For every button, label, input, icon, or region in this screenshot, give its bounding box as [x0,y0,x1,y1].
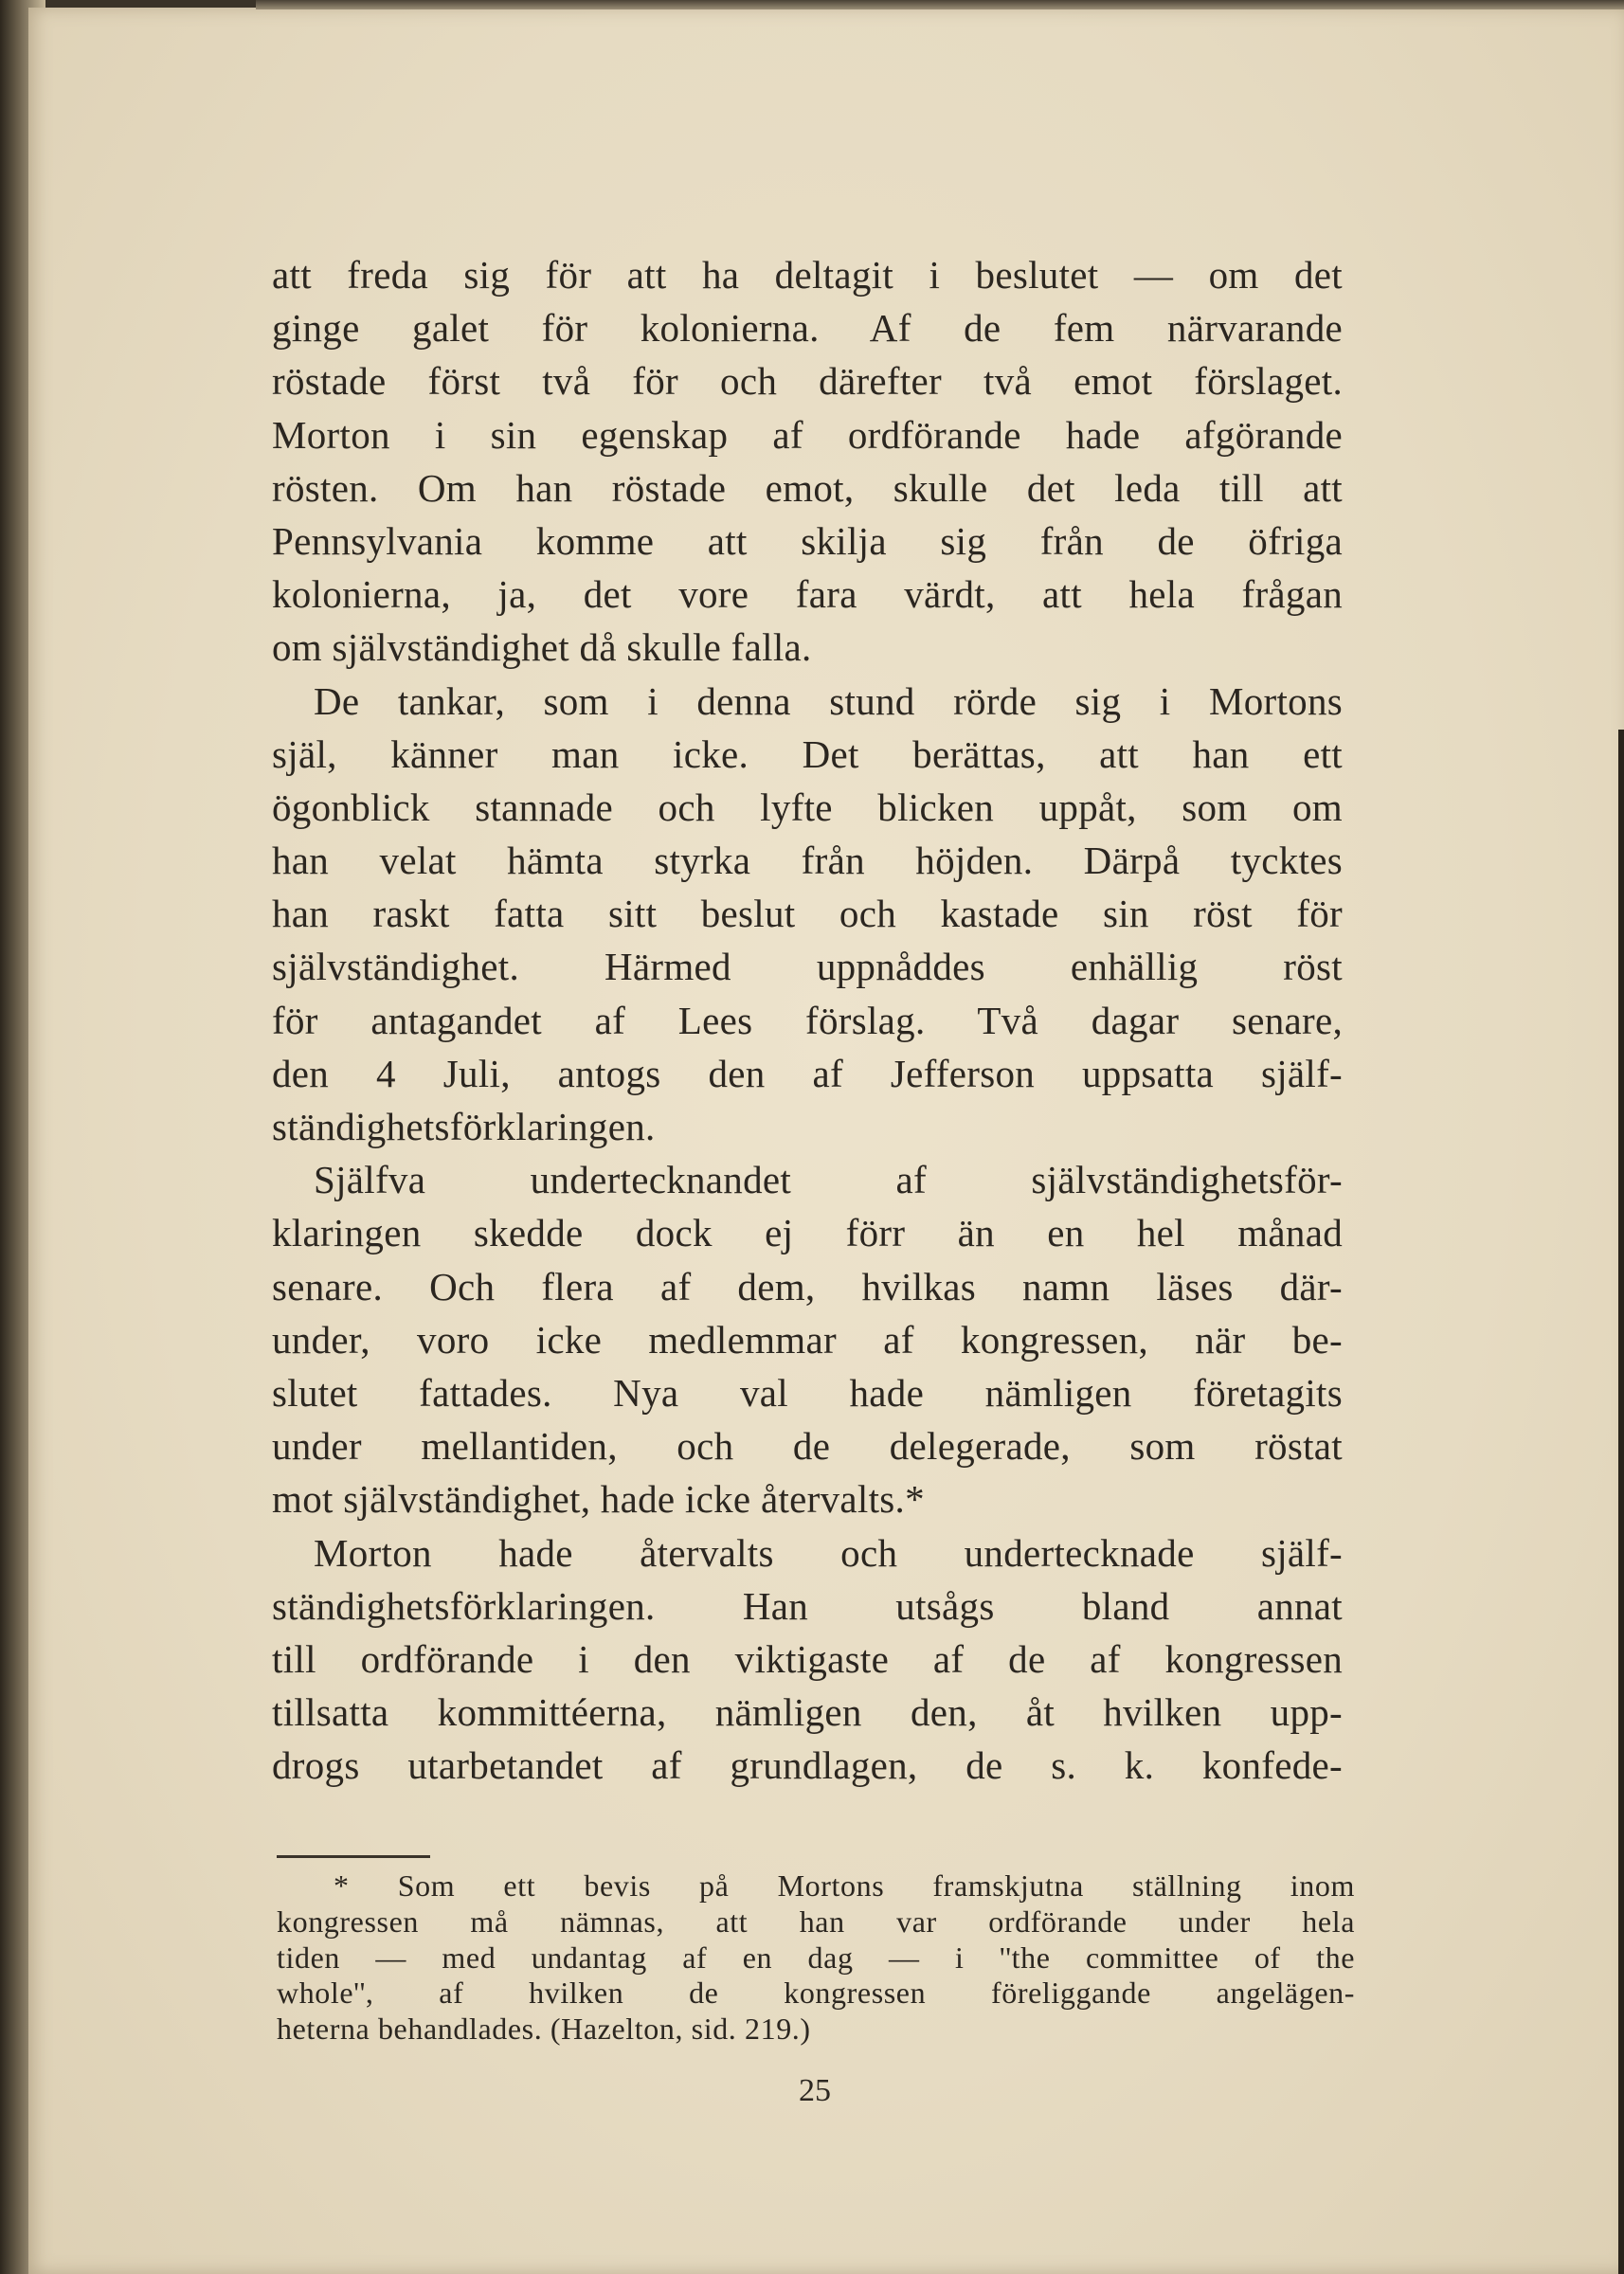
body-line: ständighetsförklaringen. Han utsågs bland annat [272,1583,1343,1628]
body-line: ständighetsförklaringen. [272,1105,656,1148]
footnote-line: whole'', af hvilken de kongressen föreliggande angelägen- [277,1976,1355,2011]
footnote-line: * Som ett bevis på Mortons framskjutna ställning inom [334,1868,1355,1903]
footnote-line: kongressen må nämnas, att han var ordförande under hela [277,1904,1355,1939]
body-line: röstade först två för och därefter två emot förslaget. [272,359,1343,404]
body-line: att freda sig för att ha deltagit i beslutet — om det [272,253,1343,297]
body-line: tillsatta kommittéerna, nämligen den, åt hvilken upp- [272,1690,1343,1735]
body-line: ginge galet för kolonierna. Af de fem närvarande [272,306,1343,351]
body-line: själ, känner man icke. Det berättas, att han ett [272,731,1343,776]
body-line: han velat hämta styrka från höjden. Därpå tycktes [272,839,1343,883]
body-line: slutet fattades. Nya val hade nämligen företagits [272,1370,1343,1415]
footnote [277,1868,1355,2048]
body-line: senare. Och flera af dem, hvilkas namn läses där- [272,1264,1343,1308]
footnote-line: heterna behandlades. (Hazelton, sid. 219.) [277,2012,811,2047]
page-right-edge [1618,730,1624,2274]
body-line: kolonierna, ja, det vore fara värdt, att hela frågan [272,572,1343,617]
body-line: rösten. Om han röstade emot, skulle det leda till att [272,465,1343,510]
body-line: Pennsylvania komme att skilja sig från de öfriga [272,518,1343,563]
body-line: drogs utarbetandet af grundlagen, de s. k. konfede- [272,1743,1343,1788]
body-line: Morton i sin egenskap af ordförande hade afgörande [272,412,1343,457]
body-line: för antagandet af Lees förslag. Två dagar senare, [272,998,1343,1042]
body-line: klaringen skedde dock ej förr än en hel månad [272,1211,1343,1255]
footnote-divider [277,1855,430,1858]
body-line: den 4 Juli, antogs den af Jefferson uppsatta själf- [272,1051,1343,1095]
body-line: under, voro icke medlemmar af kongressen, när be- [272,1317,1343,1362]
body-line: De tankar, som i denna stund rörde sig i Mortons [314,678,1343,723]
body-line: om självständighet då skulle falla. [272,625,812,670]
body-line: han raskt fatta sitt beslut och kastade sin röst för [272,892,1343,936]
page-number: 25 [799,2073,831,2108]
body-line: Morton hade återvalts och undertecknade själf- [314,1530,1343,1575]
body-line: till ordförande i den viktigaste af de af kongressen [272,1636,1343,1681]
footnote-line: tiden — med undantag af en dag — i ''the committee of the [277,1940,1355,1975]
page-top-edge [256,0,1624,9]
body-line: under mellantiden, och de delegerade, som röstat [272,1424,1343,1469]
body-line: mot självständighet, hade icke återvalts.* [272,1477,925,1522]
body-line: självständighet. Härmed uppnåddes enhällig röst [272,945,1343,989]
body-line: ögonblick stannade och lyfte blicken uppåt, som om [272,785,1343,829]
body-line: Själfva undertecknandet af självständighetsför- [314,1158,1343,1202]
body-text [272,248,1343,1792]
